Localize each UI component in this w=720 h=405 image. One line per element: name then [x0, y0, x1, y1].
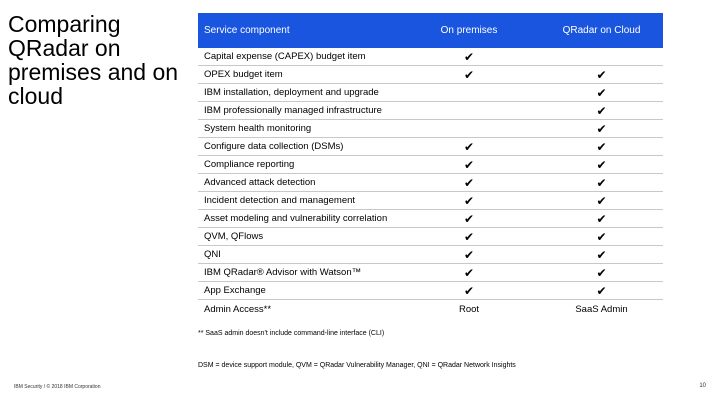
service-component-cell: Capital expense (CAPEX) budget item	[204, 51, 366, 62]
service-component-cell: Asset modeling and vulnerability correlation	[204, 213, 388, 224]
checkmark-icon: ✔	[596, 157, 607, 172]
service-component-cell: IBM QRadar® Advisor with Watson™	[204, 267, 362, 278]
checkmark-icon: ✔	[596, 67, 607, 82]
header-service-component: Service component	[204, 25, 290, 36]
checkmark-icon: ✔	[463, 49, 475, 64]
table-row	[198, 174, 663, 192]
service-component-cell: QNI	[204, 249, 221, 260]
checkmark-icon: ✔	[596, 283, 607, 298]
table-header	[198, 13, 663, 48]
checkmark-icon: ✔	[596, 211, 607, 226]
checkmark-icon: ✔	[463, 139, 475, 154]
table-row	[198, 48, 663, 66]
checkmark-icon: ✔	[596, 121, 607, 136]
checkmark-icon: ✔	[596, 265, 607, 280]
footnote: ** SaaS admin doesn't include command-line interface (CLI)	[198, 330, 385, 337]
table-row	[198, 84, 663, 102]
table-row	[198, 192, 663, 210]
table-row	[198, 246, 663, 264]
cloud-cell: SaaS Admin	[575, 303, 628, 315]
checkmark-icon: ✔	[596, 229, 607, 244]
checkmark-icon: ✔	[463, 175, 475, 190]
checkmark-icon: ✔	[463, 193, 475, 208]
checkmark-icon: ✔	[596, 175, 607, 190]
slide-title: Comparing QRadar on premises and on cloud	[8, 11, 179, 109]
checkmark-icon: ✔	[463, 229, 475, 244]
comparison-table	[198, 13, 663, 318]
checkmark-icon: ✔	[463, 157, 475, 172]
service-component-cell: IBM installation, deployment and upgrade	[204, 87, 379, 98]
checkmark-icon: ✔	[463, 265, 475, 280]
checkmark-icon: ✔	[596, 103, 607, 118]
table-row	[198, 282, 663, 300]
abbreviation-legend: DSM = device support module, QVM = QRadar Vulnerability Manager, QNI = QRadar Network Insights	[198, 362, 516, 369]
service-component-cell: Compliance reporting	[204, 159, 295, 170]
page-number: 10	[699, 383, 706, 389]
service-component-cell: Advanced attack detection	[204, 177, 316, 188]
checkmark-icon: ✔	[463, 247, 475, 262]
checkmark-icon: ✔	[596, 193, 607, 208]
checkmark-icon: ✔	[463, 67, 475, 82]
table-row	[198, 210, 663, 228]
table-row	[198, 120, 663, 138]
copyright: IBM Security / © 2018 IBM Corporation	[14, 384, 101, 390]
checkmark-icon: ✔	[596, 247, 607, 262]
header-qradar-on-cloud: QRadar on Cloud	[562, 25, 641, 36]
service-component-cell: Admin Access**	[204, 303, 272, 315]
table-body	[198, 48, 663, 318]
table-row	[198, 156, 663, 174]
checkmark-icon: ✔	[463, 283, 475, 298]
checkmark-icon: ✔	[463, 211, 475, 226]
service-component-cell: System health monitoring	[204, 123, 312, 134]
table-row	[198, 66, 663, 84]
table-row	[198, 264, 663, 282]
checkmark-icon: ✔	[596, 139, 607, 154]
table-row	[198, 102, 663, 120]
table-row	[198, 138, 663, 156]
service-component-cell: OPEX budget item	[204, 69, 283, 80]
header-on-premises: On premises	[440, 25, 498, 36]
service-component-cell: Configure data collection (DSMs)	[204, 141, 344, 152]
checkmark-icon: ✔	[596, 85, 607, 100]
table-row	[198, 228, 663, 246]
service-component-cell: Incident detection and management	[204, 195, 356, 206]
service-component-cell: QVM, QFlows	[204, 231, 264, 242]
on-premises-cell: Root	[458, 303, 480, 315]
service-component-cell: IBM professionally managed infrastructure	[204, 105, 382, 116]
table-row	[198, 300, 663, 318]
service-component-cell: App Exchange	[204, 285, 266, 296]
